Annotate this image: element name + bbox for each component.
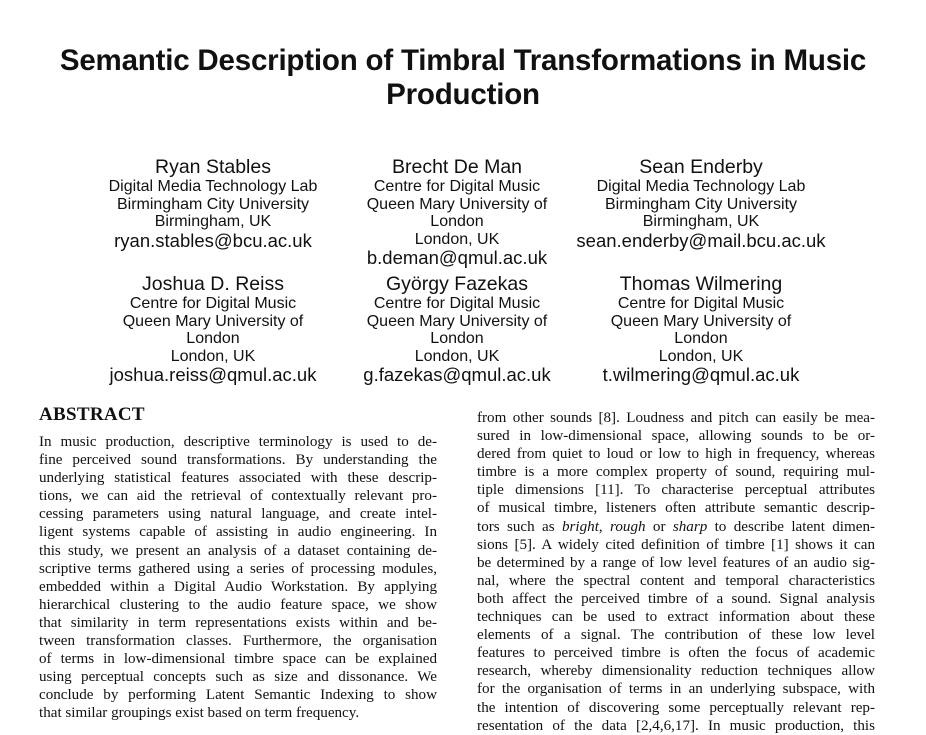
author-affiliation-line: London: [430, 330, 484, 347]
text-line: both affect the perceived timbre of a sound. Signal analysis: [477, 590, 875, 607]
text-line: tween transformation classes. Furthermore, the organisation: [39, 633, 437, 650]
author-affiliation-line: Centre for Digital Music: [617, 295, 785, 312]
author-affiliation-line: London, UK: [170, 347, 256, 365]
author-affiliation-line: Birmingham, UK: [642, 213, 760, 230]
title-line-1: Semantic Description of Timbral Transformations in Music: [59, 44, 867, 77]
author-email: g.fazekas@qmul.ac.uk: [363, 364, 551, 385]
text-line: In music production, descriptive terminology is used to de-: [39, 434, 437, 450]
author-name: Sean Enderby: [639, 156, 763, 178]
text-line: tiple dimensions [11]. To characterise perceptual attributes: [477, 482, 875, 499]
text-line: sured in low-dimensional space, allowing sounds to be or-: [477, 428, 875, 445]
author-block-3: [561, 157, 841, 250]
author-name: Thomas Wilmering: [619, 273, 783, 295]
text-line: sions [5]. A widely cited definition of timbre [1] shows it can: [477, 536, 875, 553]
author-affiliation-line: London: [674, 330, 728, 347]
author-email: sean.enderby@mail.bcu.ac.uk: [576, 229, 826, 251]
text-line: for the organisation of terms in an underlying subspace, with: [477, 681, 875, 698]
author-affiliation-line: Birmingham City University: [116, 195, 310, 213]
italic-term-bright: bright: [561, 518, 599, 535]
author-email: t.wilmering@qmul.ac.uk: [602, 364, 800, 385]
text-line: research, whereby dimensionality reduction techniques allow: [477, 663, 875, 680]
text-line: of musical timbre, listeners often attribute semantic descrip-: [477, 500, 875, 517]
text-line: techniques can be used to extract information about these: [477, 609, 875, 626]
text-line: tions, we can aid the retrieval of contextually relevant pro-: [39, 488, 437, 505]
author-block-1: [73, 157, 353, 250]
text-segment: to describe latent dimen-: [707, 518, 875, 535]
author-affiliation-line: London, UK: [414, 230, 500, 248]
text-line: fine perceived sound transformations. By understanding the: [39, 452, 437, 469]
text-line-with-italics: [477, 518, 875, 536]
author-name: György Fazekas: [386, 273, 528, 295]
author-affiliation-line: Digital Media Technology Lab: [596, 178, 806, 195]
text-line: timbre is a more complex property of sound, requiring mul-: [477, 464, 875, 481]
text-line: the intention of discovering some perceptually relevant rep-: [477, 699, 875, 716]
title-line-2: Production: [386, 78, 540, 111]
text-line: using perceptual concepts such as size and dissonance. We: [39, 669, 437, 686]
text-segment: or: [645, 518, 673, 535]
text-segment: ,: [598, 518, 611, 535]
author-affiliation-line: Birmingham City University: [604, 195, 798, 213]
text-line: features to perceived timbre is often the focus of academic: [477, 645, 875, 662]
abstract-heading: ABSTRACT: [39, 404, 145, 425]
author-affiliation-line: Queen Mary University of: [366, 195, 548, 213]
text-line: underlying statistical features associated with these descrip-: [39, 470, 437, 487]
author-affiliation-line: Queen Mary University of: [610, 312, 792, 330]
italic-term-sharp: sharp: [672, 518, 708, 535]
text-line: this study, we present an analysis of a dataset containing de-: [39, 542, 437, 559]
author-affiliation-line: Centre for Digital Music: [373, 295, 541, 312]
author-affiliation-line: London: [186, 330, 240, 347]
abstract-body: [39, 433, 437, 723]
author-affiliation-line: Digital Media Technology Lab: [108, 178, 318, 195]
text-line: ligent systems capable of assisting in audio engineering. In: [39, 524, 437, 541]
author-email: b.deman@qmul.ac.uk: [366, 247, 548, 268]
author-email: ryan.stables@bcu.ac.uk: [114, 229, 312, 251]
author-affiliation-line: Queen Mary University of: [366, 312, 548, 330]
author-name: Ryan Stables: [155, 156, 271, 178]
text-line: dered from quiet to loud or low to high in frequency, whereas: [477, 446, 875, 463]
paper-title: [0, 44, 926, 112]
author-affiliation-line: Birmingham, UK: [154, 213, 272, 230]
text-line: from other sounds [8]. Loudness and pitch can easily be mea-: [477, 410, 875, 426]
text-line: conclude by performing Latent Semantic Indexing to show: [39, 687, 437, 704]
author-affiliation-line: Queen Mary University of: [122, 312, 304, 330]
text-segment: tors such as: [477, 518, 562, 535]
text-line: that similar groupings exist based on term frequency.: [39, 705, 360, 722]
author-affiliation-line: Centre for Digital Music: [129, 295, 297, 312]
text-line: scriptive terms gathered using a series of processing modules,: [39, 560, 437, 577]
author-name: Brecht De Man: [391, 156, 523, 178]
author-affiliation-line: London: [430, 213, 484, 230]
author-block-2: [317, 157, 597, 267]
author-affiliation-line: Centre for Digital Music: [373, 178, 541, 195]
text-line: resentation of the data [2,4,6,17]. In music production, this: [477, 717, 875, 734]
author-block-4: [73, 274, 353, 384]
author-email: joshua.reiss@qmul.ac.uk: [109, 364, 317, 385]
text-line: be determined by a range of low level features of an audio sig-: [477, 554, 875, 571]
text-line: elements of a signal. The contribution of these low level: [477, 627, 875, 644]
text-line: nal, where the spectral content and temporal characteristics: [477, 572, 875, 589]
text-line: of terms in low-dimensional timbre space can be explained: [39, 651, 437, 668]
author-affiliation-line: London, UK: [658, 347, 744, 365]
author-affiliation-line: London, UK: [414, 347, 500, 365]
author-name: Joshua D. Reiss: [142, 273, 284, 295]
right-column-body: [477, 409, 875, 735]
text-line: that similarity in term representations exists within and be-: [39, 614, 437, 631]
italic-term-rough: rough: [610, 518, 646, 535]
text-line: embedded within a Digital Audio Workstation. By applying: [39, 578, 437, 595]
author-block-5: [317, 274, 597, 384]
text-line: cessing parameters using natural language, and create intel-: [39, 506, 437, 523]
author-block-6: [561, 274, 841, 384]
text-line: hierarchical clustering to the audio feature space, we show: [39, 596, 437, 613]
